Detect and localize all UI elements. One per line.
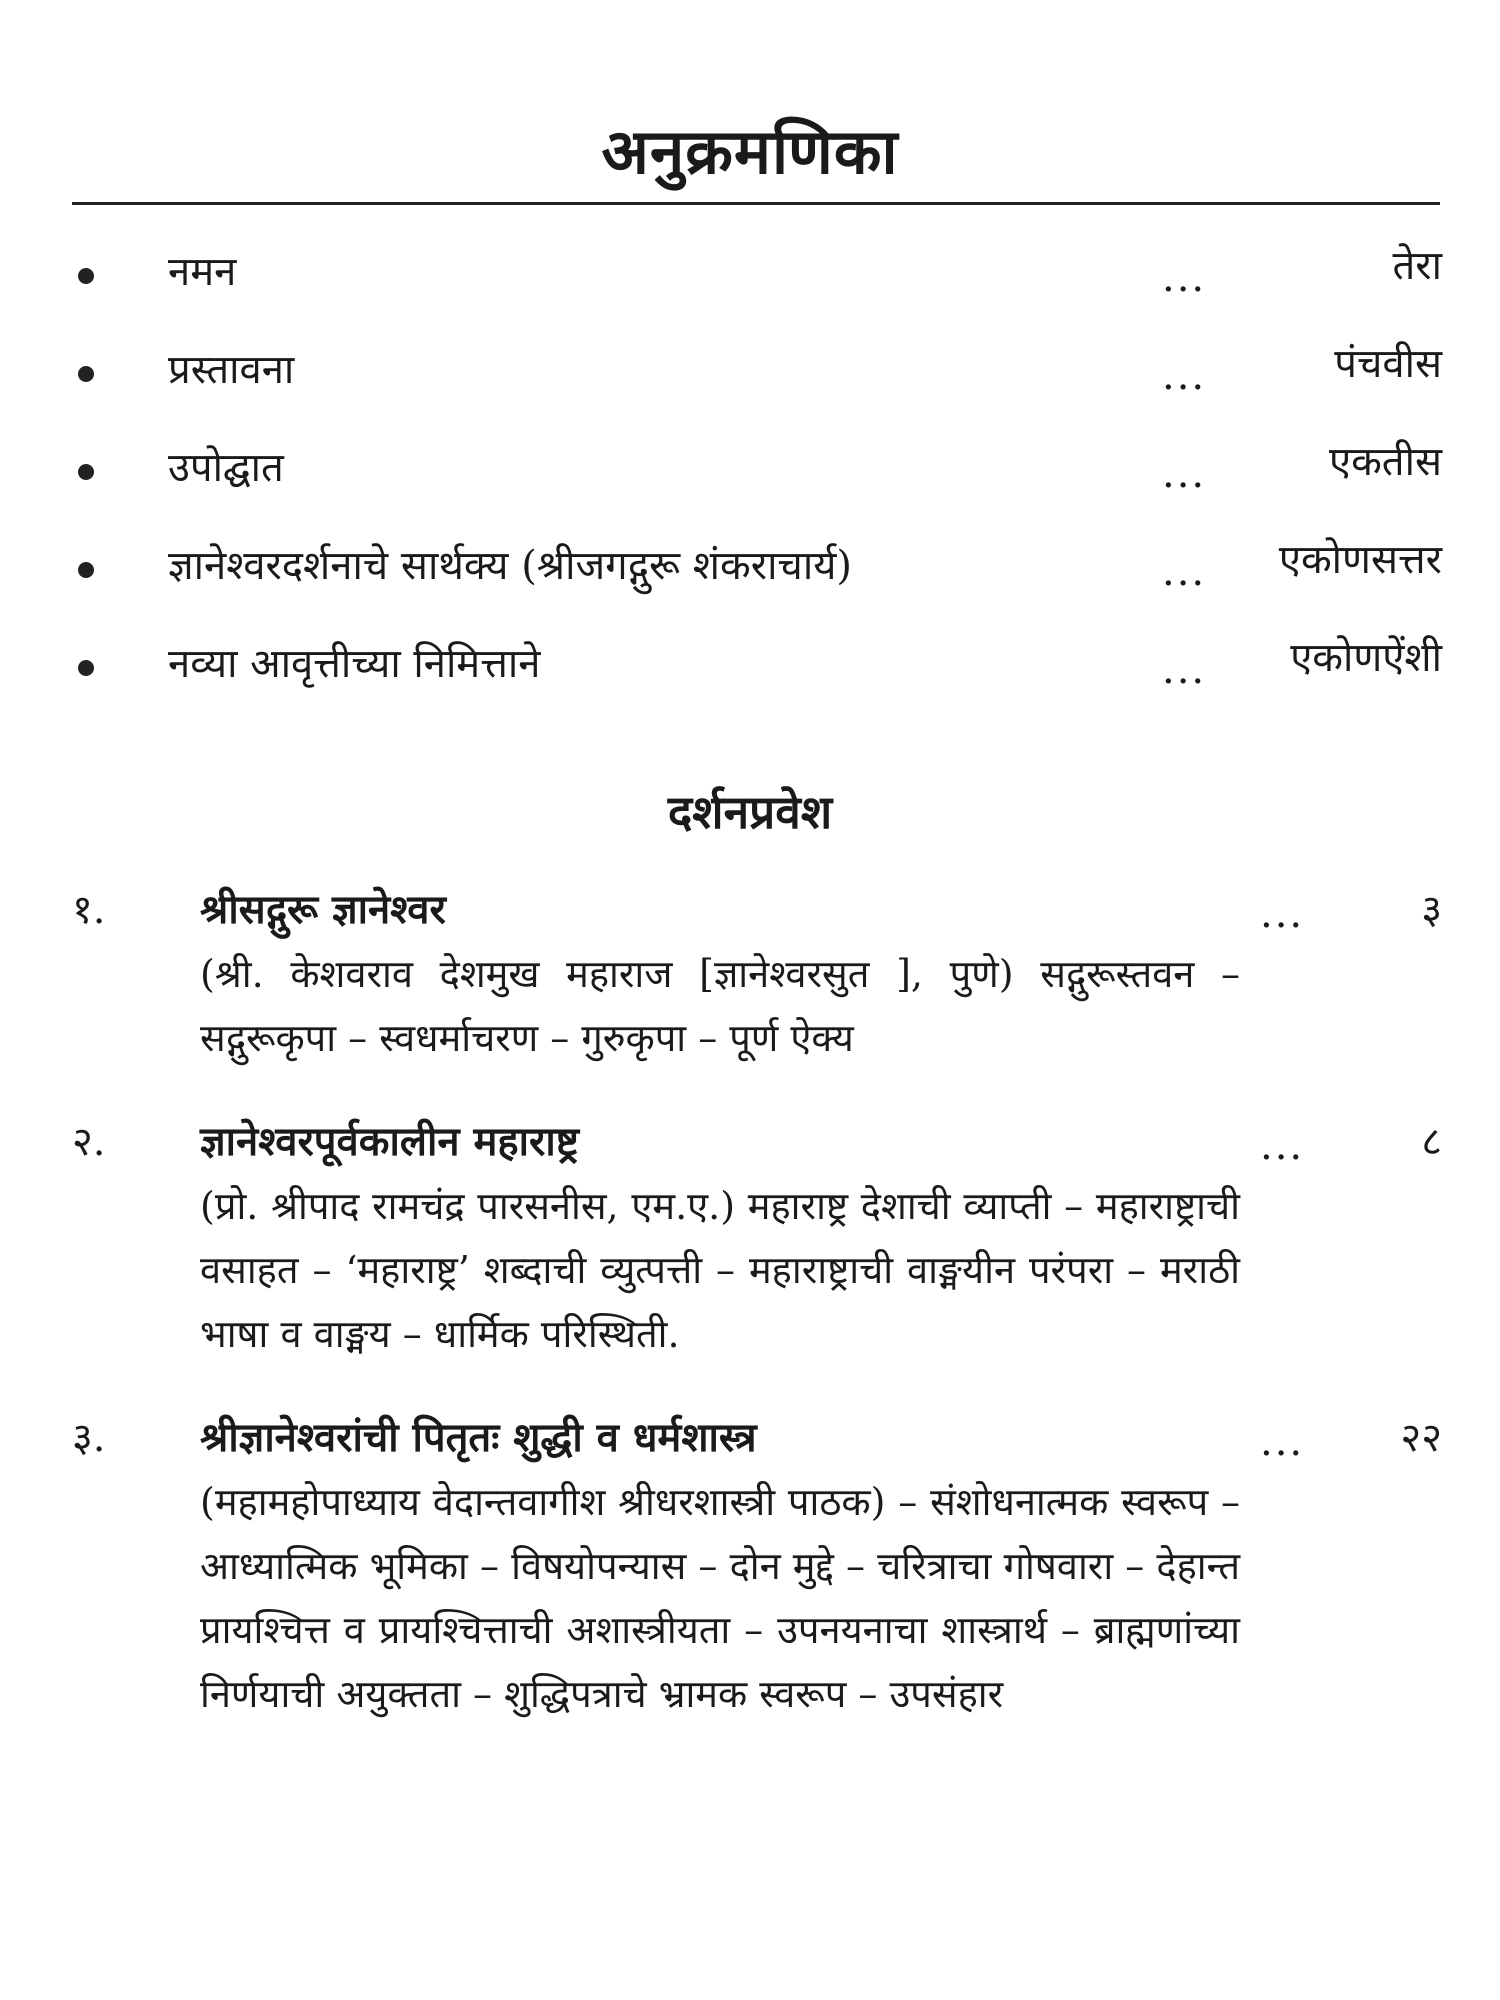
leader-dots: ...: [1162, 255, 1207, 301]
chapter-number: २.: [72, 1119, 106, 1165]
chapter-body: [200, 878, 1240, 1070]
bullet-icon: [78, 464, 94, 480]
prelim-page-number: एकोणसत्तर: [1278, 537, 1442, 583]
chapter-description: (श्री. केशवराव देशमुख महाराज [ज्ञानेश्वरसुत ], पुणे) सद्गुरूस्तवन – सद्गुरूकृपा – स्वधर्माचरण – गुरुकृपा – पूर्ण ऐक्य: [200, 952, 1240, 1060]
chapter-entry: [72, 1110, 1442, 1366]
prelim-page-number: पंचवीस: [1334, 341, 1442, 387]
chapter-page-number: २२: [1400, 1415, 1442, 1461]
leader-dots: ...: [1162, 353, 1207, 399]
title-divider: [72, 202, 1440, 205]
bullet-icon: [78, 268, 94, 284]
leader-dots: ...: [1162, 647, 1207, 693]
prelim-label: प्रस्तावना: [168, 347, 295, 393]
chapter-list: [72, 878, 1442, 1766]
chapter-entry: [72, 878, 1442, 1070]
leader-dots: ...: [1162, 549, 1207, 595]
section-heading: दर्शनप्रवेश: [667, 785, 833, 839]
prelim-label: नव्या आवृत्तीच्या निमित्ताने: [168, 641, 541, 687]
chapter-page-number: ८: [1421, 1119, 1442, 1165]
chapter-title: ज्ञानेश्वरपूर्वकालीन महाराष्ट्र: [200, 1118, 580, 1165]
prelim-page-number: एकोणऐंशी: [1290, 635, 1442, 681]
prelim-page-number: तेरा: [1392, 243, 1442, 289]
prelim-label: उपोद्घात: [168, 445, 284, 491]
chapter-page-number: ३: [1421, 887, 1442, 933]
prelim-label: ज्ञानेश्वरदर्शनाचे सार्थक्य (श्रीजगद्गुरू शंकराचार्य): [168, 543, 852, 589]
chapter-body: [200, 1110, 1240, 1366]
leader-dots: ...: [1260, 1123, 1305, 1169]
chapter-description: (महामहोपाध्याय वेदान्तवागीश श्रीधरशास्त्री पाठक) – संशोधनात्मक स्वरूप – आध्यात्मिक भूमिका – विषयोपन्यास – दोन मुद्दे – चरित्राचा गोषवारा – देहान्त प्रायश्चित्त व प्रायश्चित्ताची अशास्त्रीयता – उपनयनाचा शास्त्रार्थ – ब्राह्मणांच्या निर्णयाची अयुक्तता – शुद्धिपत्राचे भ्रामक स्वरूप – उपसंहार: [200, 1480, 1240, 1716]
chapter-entry: [72, 1406, 1442, 1726]
prelim-item: [72, 522, 1442, 620]
leader-dots: ...: [1260, 891, 1305, 937]
chapter-number: ३.: [72, 1415, 106, 1461]
prelim-item: [72, 620, 1442, 718]
bullet-icon: [78, 366, 94, 382]
chapter-title: श्रीज्ञानेश्वरांची पितृतः शुद्धी व धर्मशास्त्र: [200, 1414, 757, 1461]
prelim-page-number: एकतीस: [1328, 439, 1442, 485]
prelim-item: [72, 424, 1442, 522]
leader-dots: ...: [1162, 451, 1207, 497]
prelim-item: [72, 228, 1442, 326]
chapter-number: १.: [72, 887, 106, 933]
chapter-title: श्रीसद्गुरू ज्ञानेश्वर: [200, 886, 446, 933]
bullet-icon: [78, 660, 94, 676]
prelim-label: नमन: [168, 249, 237, 295]
page-title: अनुक्रमणिका: [601, 115, 899, 188]
leader-dots: ...: [1260, 1419, 1305, 1465]
prelim-list: [72, 228, 1442, 718]
chapter-body: [200, 1406, 1240, 1726]
bullet-icon: [78, 562, 94, 578]
prelim-item: [72, 326, 1442, 424]
chapter-description: (प्रो. श्रीपाद रामचंद्र पारसनीस, एम.ए.) महाराष्ट्र देशाची व्याप्ती – महाराष्ट्राची वसाहत – ‘महाराष्ट्र’ शब्दाची व्युत्पत्ती – महाराष्ट्राची वाङ्मयीन परंपरा – मराठी भाषा व वाङ्मय – धार्मिक परिस्थिती.: [200, 1184, 1240, 1356]
